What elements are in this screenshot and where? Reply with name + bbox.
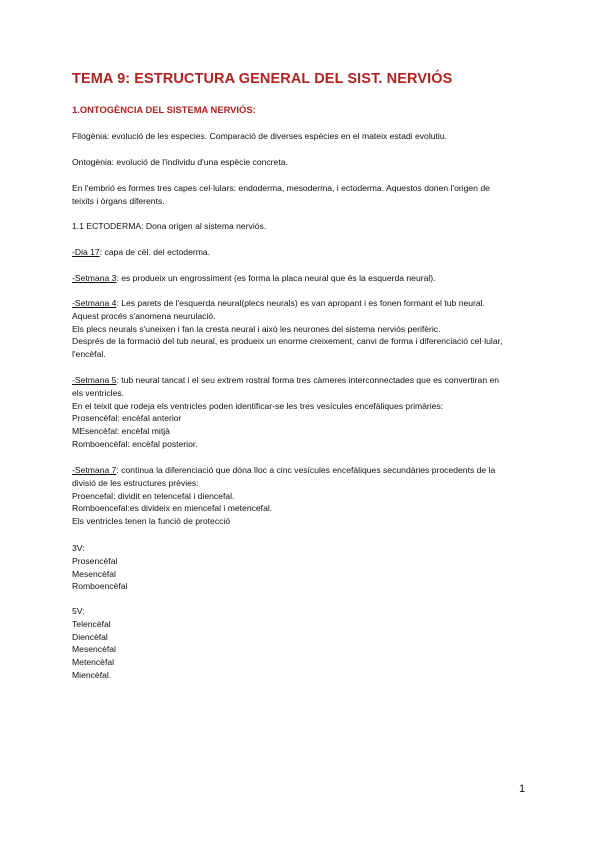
setmana5-line: MEsencèfal: encèfal mitjà [72,426,170,437]
filogenia-text: Filogènia: evolució de les especies. Comparació de diverses espècies en el mateix estadi evolutiu. [72,131,447,141]
list-item: 3V: [72,543,85,553]
section-heading: 1.ONTOGÈNCIA DEL SISTEMA NERVIÓS: [72,104,256,115]
dia17-text: : capa de cèl. del ectoderma. [99,247,211,257]
setmana5-line: Romboencèfal: encèfal posterior. [72,438,198,449]
setmana4-line: l'encèfal. [72,349,106,360]
setmana3-text: : es produeix un engrossiment (es forma la placa neural que és la esquerda neural). [116,273,436,283]
list-item: Mesencèfal [72,568,116,579]
setmana7-text: : continua la diferenciació que dóna lloc a cinc vesícules encefàliques secundàries procedents de la [116,465,496,475]
setmana4-line: Els plecs neurals s'uneixen i fan la cresta neural i això les neurones del sistema nerviós perifèric. [72,323,441,334]
embrio-line: teixits i òrgans diferents. [72,195,165,206]
list-item: Romboencèfal [72,581,128,592]
embrio-line: En l'embrió es formes tres capes cel·lulars: endoderma, mesoderma, i ectoderma. Aquestos donen l'origen de [72,183,490,193]
list-item: Telencèfal [72,618,111,629]
list-item: Prosencèfal [72,555,118,566]
dia17-paragraph [72,246,532,259]
setmana7-line: Els ventricles tenen la funció de protecció [72,516,231,527]
setmana5-line: Prosencèfal: encèfal anterior [72,413,182,424]
vesicules-5v-list [72,605,532,682]
setmana7-label: -Setmana 7 [72,465,117,475]
setmana4-label: -Setmana 4 [72,298,117,308]
embrio-paragraph [72,182,532,208]
setmana5-line: els ventricles. [72,387,125,398]
setmana4-line: Després de la formació del tub neural, es produeix un enorme creixement, canvi de forma i diferenciació cel·lular, [72,336,503,347]
vesicules-3v-list [72,542,532,593]
setmana5-line: En el teixit que rodeja els ventricles poden identificar-se les tres vesícules encefàliques primàries: [72,400,444,411]
setmana5-text: : tub neural tancat i el seu extrem rostral forma tres càmeres interconnectades que es convertiran en [116,375,500,385]
list-item: Mesencèfal [72,644,116,655]
setmana5-paragraph [72,374,532,451]
setmana4-text: : Les parets de l'esquerda neural(plecs neurals) es van apropant i es fonen formant el tub neural. [116,298,485,308]
filogenia-paragraph [72,130,532,143]
setmana3-paragraph [72,272,532,285]
page-number: 1 [519,783,526,795]
ectoderma-text: 1.1 ECTODERMA: Dona origen al sistema nerviós. [72,221,267,231]
ontogenia-paragraph [72,156,532,169]
list-item: Miencèfal. [72,669,112,680]
setmana7-line: Proencefal: dividit en telencefal i diencefal. [72,490,235,501]
list-item: 5V: [72,606,85,616]
setmana4-line: Aquest procés s'anomena neurulació. [72,310,216,321]
ectoderma-heading [72,220,532,233]
list-item: Diencèfal [72,631,108,642]
setmana7-line: Romboencefal:es divideix en miencefal i metencefal. [72,503,273,514]
setmana3-label: -Setmana 3 [72,273,117,283]
list-item: Metencèfal [72,657,115,668]
ontogenia-text: Ontogènia: evolució de l'individu d'una espècie concreta. [72,157,288,167]
setmana5-label: -Setmana 5 [72,375,117,385]
dia17-label: -Dia 17 [72,247,100,257]
setmana4-paragraph [72,297,532,361]
setmana7-line: divisió de les estructures prèvies: [72,477,199,488]
page-title: TEMA 9: ESTRUCTURA GENERAL DEL SIST. NERVIÓS [72,71,453,87]
setmana7-paragraph [72,464,532,528]
